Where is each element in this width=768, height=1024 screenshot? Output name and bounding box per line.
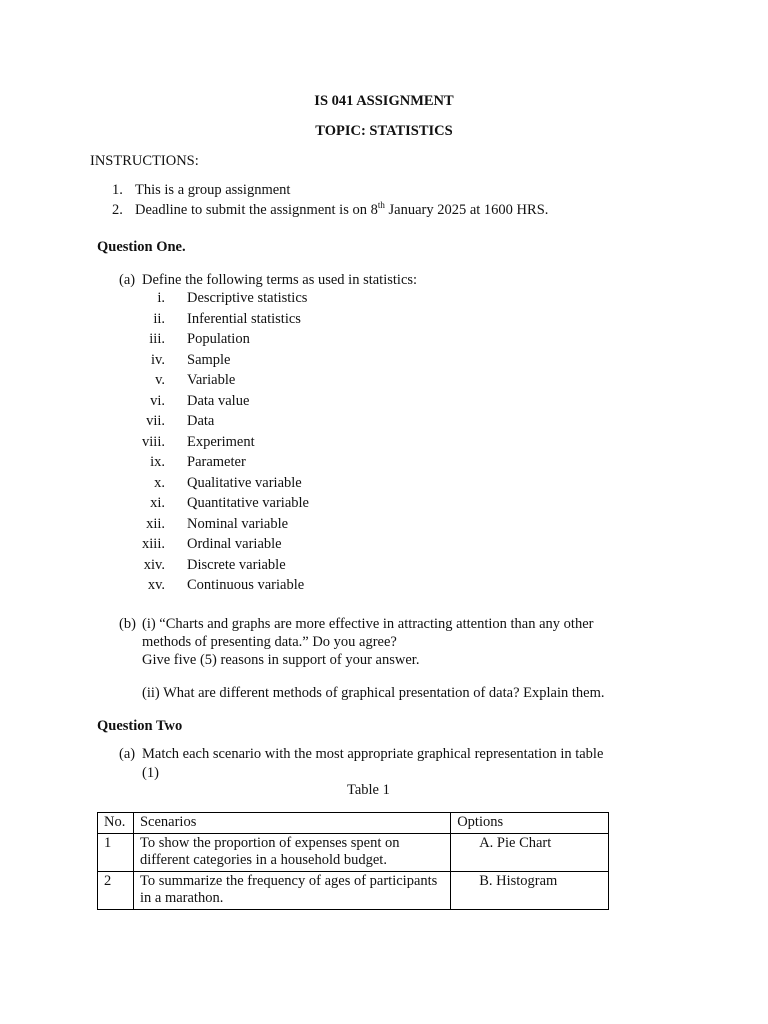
q2a-label: (a): [119, 746, 136, 762]
term-text: Data: [187, 413, 215, 429]
term-item: [130, 495, 309, 512]
q1a-label: (a): [119, 272, 136, 288]
term-item: [130, 310, 301, 328]
term-number: vi.: [150, 392, 165, 409]
term-number: v.: [155, 372, 165, 388]
row-option: A. Pie Chart: [451, 834, 609, 872]
term-number: ii.: [153, 310, 165, 327]
q1b-i-line3: Give five (5) reasons in support of your answer.: [142, 652, 420, 668]
term-text: Variable: [187, 372, 236, 388]
term-text: Discrete variable: [187, 556, 286, 573]
term-item: [130, 290, 308, 307]
term-item: [130, 413, 215, 430]
term-number: x.: [154, 474, 165, 491]
term-text: Experiment: [187, 433, 255, 450]
scenarios-table: [97, 812, 609, 910]
row-number: 1: [98, 834, 134, 872]
term-item: [130, 556, 286, 574]
table-caption: Table 1: [347, 782, 390, 798]
row-option: B. Histogram: [451, 872, 609, 910]
q2a-line1: Match each scenario with the most appropriate graphical representation in table: [142, 746, 604, 762]
term-text: Inferential statistics: [187, 310, 301, 327]
instruction-number: 2.: [112, 202, 123, 218]
term-number: iv.: [151, 351, 165, 368]
term-text: Descriptive statistics: [187, 290, 308, 306]
table-header-row: [98, 813, 609, 834]
instruction-item: [112, 182, 291, 199]
term-number: xi.: [150, 495, 165, 511]
term-number: ix.: [150, 454, 165, 470]
term-number: viii.: [142, 433, 165, 450]
table-row: [98, 834, 609, 872]
term-text: Ordinal variable: [187, 536, 282, 552]
header-scenarios: Scenarios: [133, 813, 450, 834]
question-one-heading: Question One.: [97, 239, 186, 255]
term-text: Sample: [187, 351, 231, 368]
assignment-title: IS 041 ASSIGNMENT: [314, 93, 454, 109]
term-item: [130, 577, 305, 594]
term-item: [130, 433, 255, 451]
term-number: vii.: [146, 413, 165, 429]
instruction-text: Deadline to submit the assignment is on 8th January 2025 at 1600 HRS.: [135, 200, 549, 218]
term-text: Qualitative variable: [187, 474, 302, 491]
q1a-text: Define the following terms as used in statistics:: [142, 272, 418, 288]
term-item: [130, 515, 289, 533]
header-options: Options: [451, 813, 609, 834]
term-item: [130, 331, 250, 348]
term-item: [130, 392, 250, 410]
ordinal-suffix: th: [377, 200, 385, 210]
term-text: Parameter: [187, 454, 246, 470]
row-scenario: To show the proportion of expenses spent on different categories in a household budget.: [133, 834, 450, 872]
term-item: [130, 536, 282, 553]
term-number: xiv.: [143, 556, 165, 573]
table-row: [98, 872, 609, 910]
instruction-item: [112, 200, 549, 219]
header-no: No.: [98, 813, 134, 834]
q1b-label: (b): [119, 616, 136, 632]
term-number: xiii.: [142, 536, 165, 552]
term-text: Quantitative variable: [187, 495, 309, 511]
instruction-text: This is a group assignment: [135, 182, 291, 198]
q2a-line2: (1): [142, 765, 159, 781]
row-number: 2: [98, 872, 134, 910]
term-item: [130, 474, 302, 492]
question-two-heading: Question Two: [97, 718, 183, 734]
q1b-i-line2: methods of presenting data.” Do you agree?: [142, 634, 397, 650]
term-text: Nominal variable: [187, 515, 289, 532]
term-text: Data value: [187, 392, 250, 409]
instructions-heading: INSTRUCTIONS:: [90, 153, 199, 169]
term-number: xii.: [146, 515, 165, 532]
term-item: [130, 351, 231, 369]
q1b-ii: (ii) What are different methods of graphical presentation of data? Explain them.: [142, 685, 605, 701]
term-number: xv.: [147, 577, 165, 593]
topic-title: TOPIC: STATISTICS: [315, 123, 453, 139]
row-scenario: To summarize the frequency of ages of participants in a marathon.: [133, 872, 450, 910]
term-number: i.: [157, 290, 165, 306]
instruction-number: 1.: [112, 182, 123, 198]
term-text: Population: [187, 331, 250, 347]
term-text: Continuous variable: [187, 577, 305, 593]
term-number: iii.: [149, 331, 165, 347]
term-item: [130, 372, 236, 389]
term-item: [130, 454, 246, 471]
q1b-i-line1: (i) “Charts and graphs are more effective in attracting attention than any other: [142, 616, 594, 632]
